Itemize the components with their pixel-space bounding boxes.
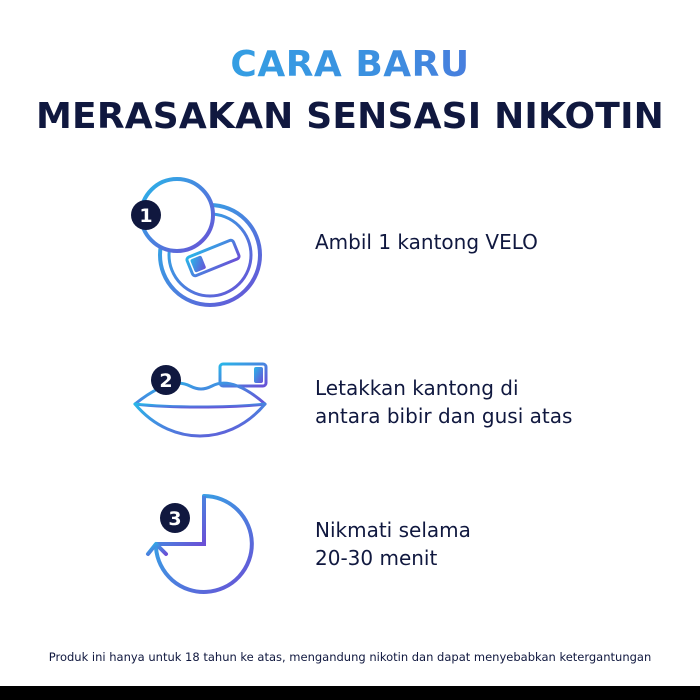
step-1-line1: Ambil 1 kantong VELO <box>315 230 538 254</box>
step-3-text <box>315 516 471 572</box>
bottom-bar <box>0 686 700 700</box>
step-3-line1: Nikmati selama <box>315 518 471 542</box>
step-2-line1: Letakkan kantong di <box>315 376 519 400</box>
step-2-text <box>315 374 572 430</box>
timer-icon <box>140 488 260 608</box>
page-title-line2: MERASAKAN SENSASI NIKOTIN <box>36 96 664 137</box>
age-disclaimer: Produk ini hanya untuk 18 tahun ke atas, mengandung nikotin dan dapat menyebabkan ketergantungan <box>48 650 652 664</box>
step-1-number: 1 <box>139 205 153 227</box>
step-2-number: 2 <box>159 370 173 392</box>
lips-pouch-icon <box>130 358 270 442</box>
step-3-line2: 20-30 menit <box>315 546 438 570</box>
step-1-text <box>315 228 538 256</box>
pouch-tin-icon <box>120 170 270 310</box>
step-3-number: 3 <box>168 508 182 530</box>
step-2-line2: antara bibir dan gusi atas <box>315 404 573 428</box>
page-title-line1: CARA BARU <box>0 44 700 85</box>
